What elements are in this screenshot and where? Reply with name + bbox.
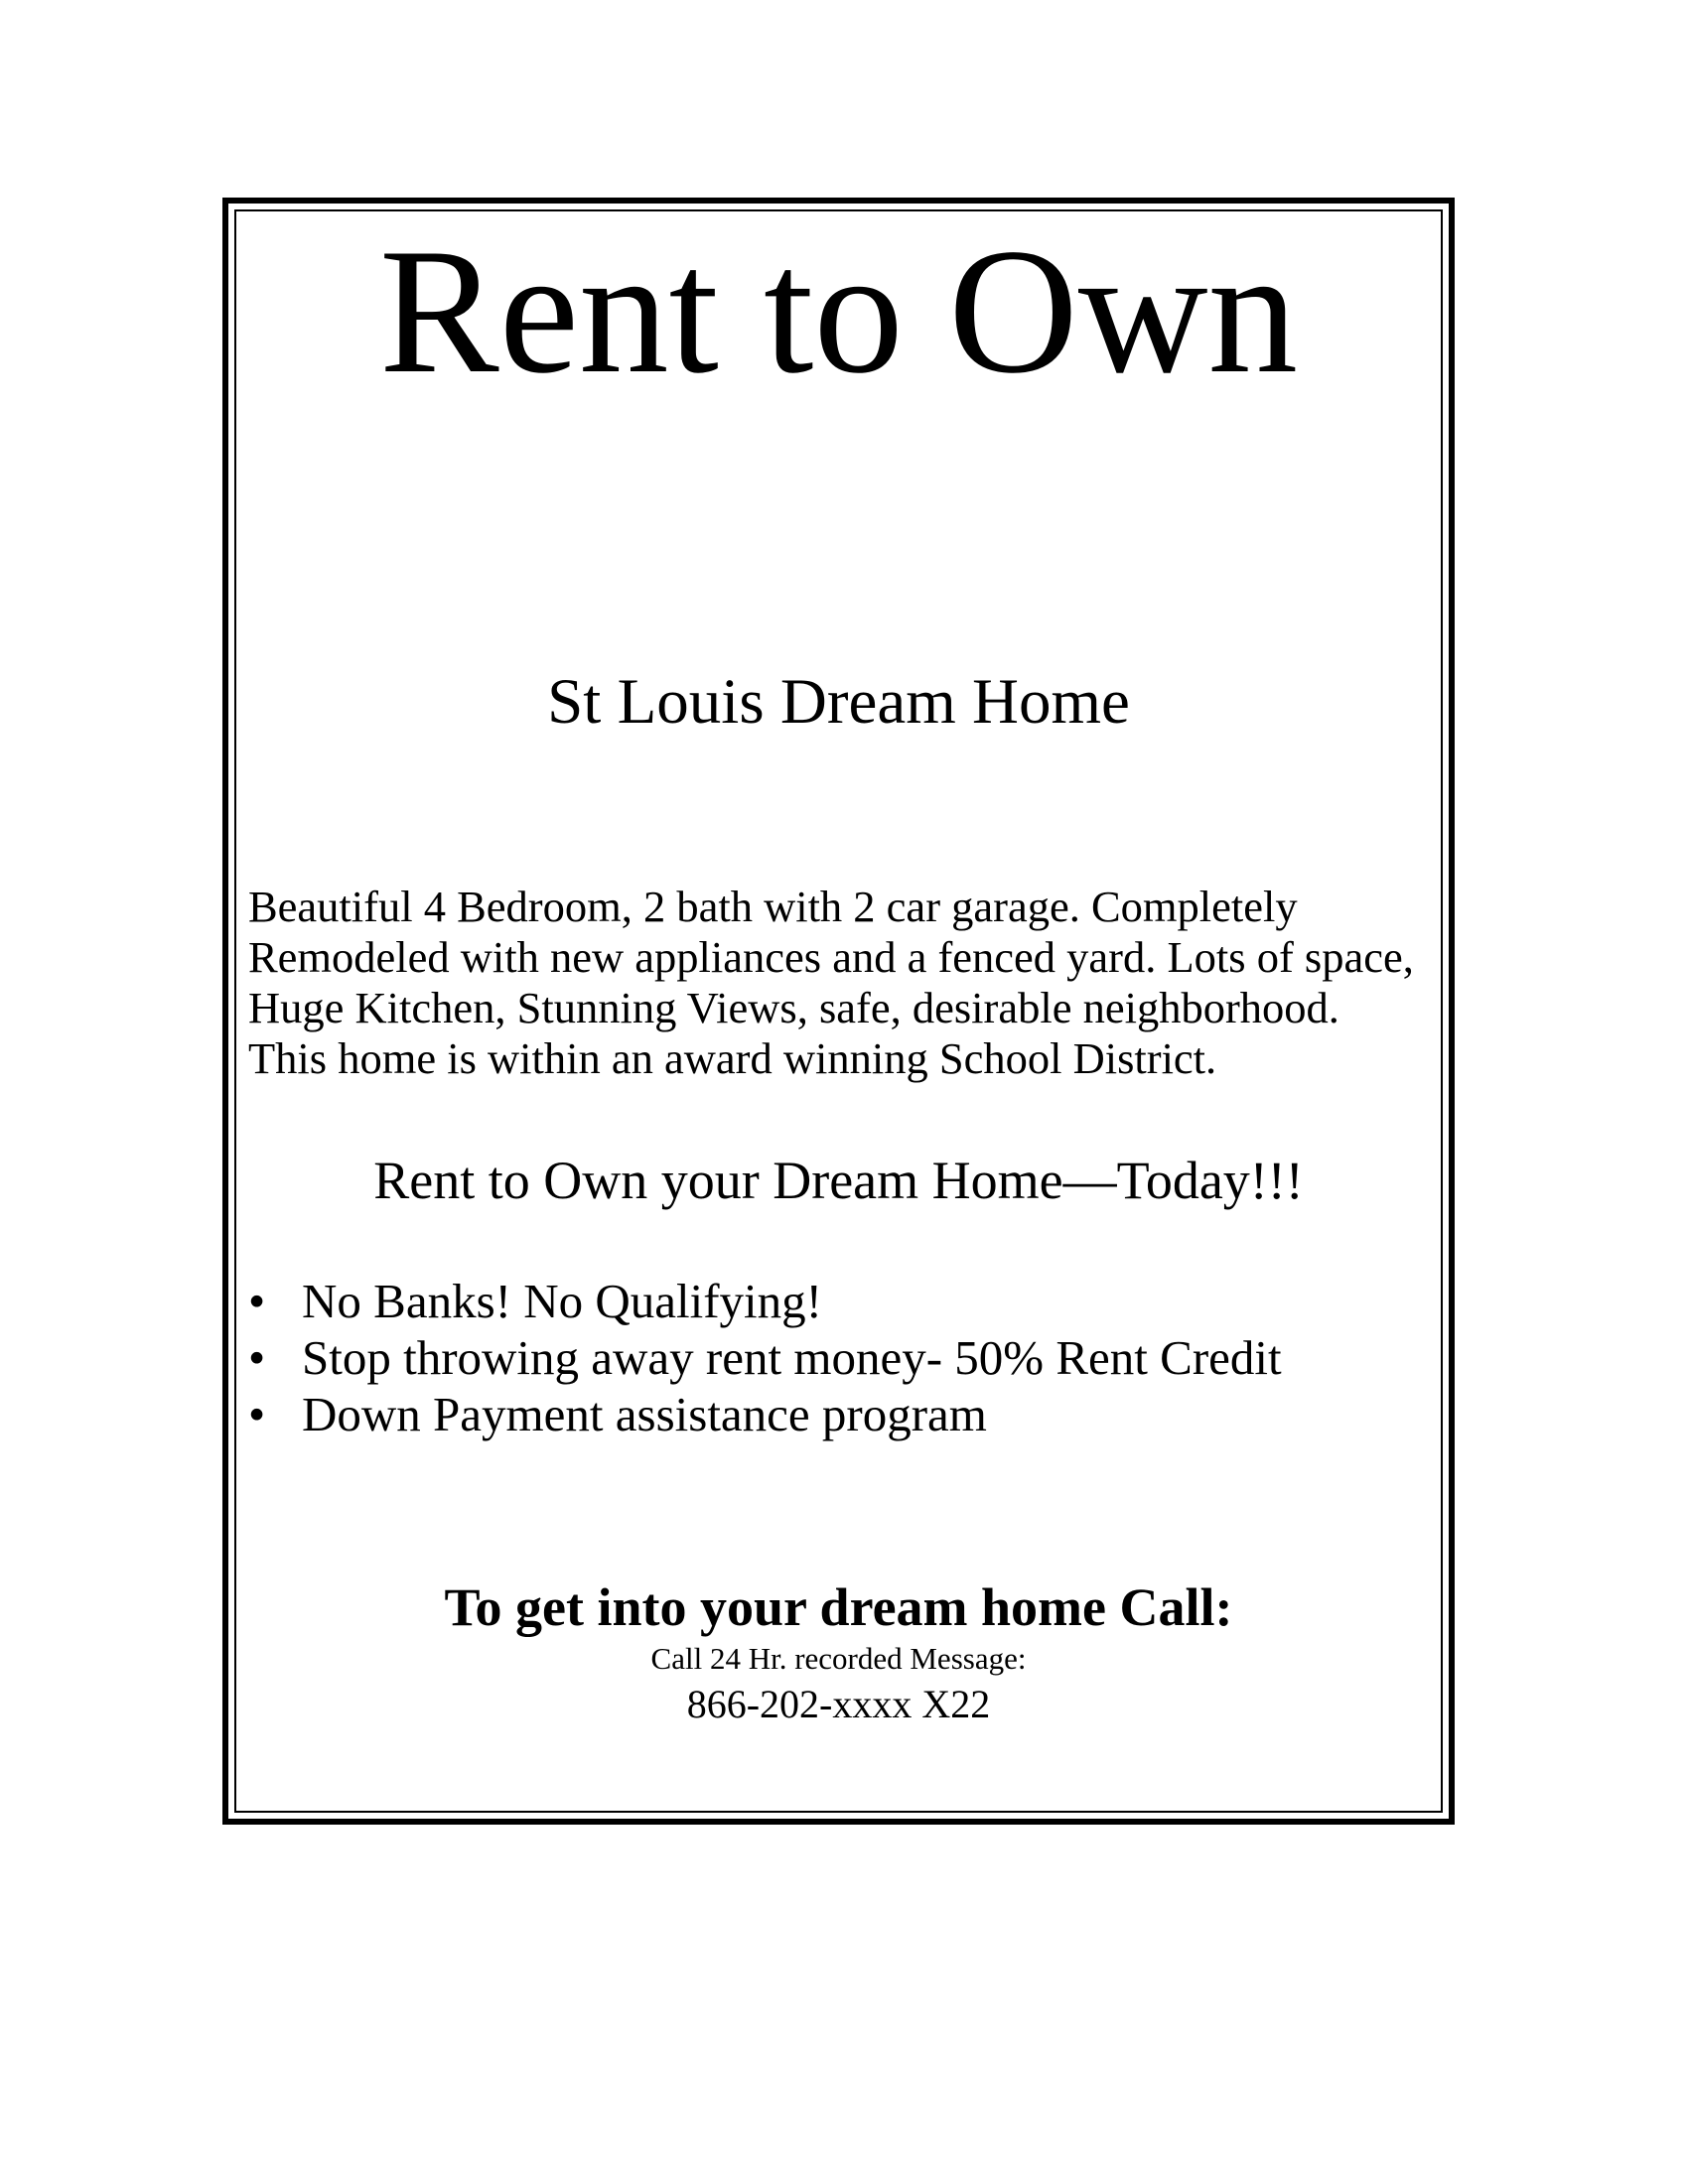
contact-subtext: Call 24 Hr. recorded Message: xyxy=(650,1641,1027,1676)
feature-item xyxy=(248,1273,1430,1329)
feature-text: Down Payment assistance program xyxy=(302,1387,987,1441)
feature-item xyxy=(248,1329,1430,1386)
flyer-subtitle: St Louis Dream Home xyxy=(547,666,1130,738)
description-line: This home is within an award winning School District. xyxy=(248,1033,1217,1083)
contact-phone: 866-202-xxxx X22 xyxy=(686,1682,991,1726)
bullet-icon: • xyxy=(248,1330,266,1385)
feature-text: No Banks! No Qualifying! xyxy=(302,1274,822,1328)
feature-item xyxy=(248,1386,1430,1442)
property-description xyxy=(248,882,1440,1084)
feature-text: Stop throwing away rent money- 50% Rent Credit xyxy=(302,1330,1282,1385)
contact-heading: To get into your dream home Call: xyxy=(444,1577,1233,1637)
flyer-title: Rent to Own xyxy=(378,212,1299,411)
description-line: Huge Kitchen, Stunning Views, safe, desirable neighborhood. xyxy=(248,983,1339,1032)
description-line: Remodeled with new appliances and a fenced yard. Lots of space, xyxy=(248,932,1414,982)
bullet-icon: • xyxy=(248,1274,266,1328)
feature-list xyxy=(248,1273,1430,1442)
call-to-action: Rent to Own your Dream Home—Today!!! xyxy=(373,1151,1304,1210)
bullet-icon: • xyxy=(248,1387,266,1441)
description-line: Beautiful 4 Bedroom, 2 bath with 2 car garage. Completely xyxy=(248,882,1298,931)
